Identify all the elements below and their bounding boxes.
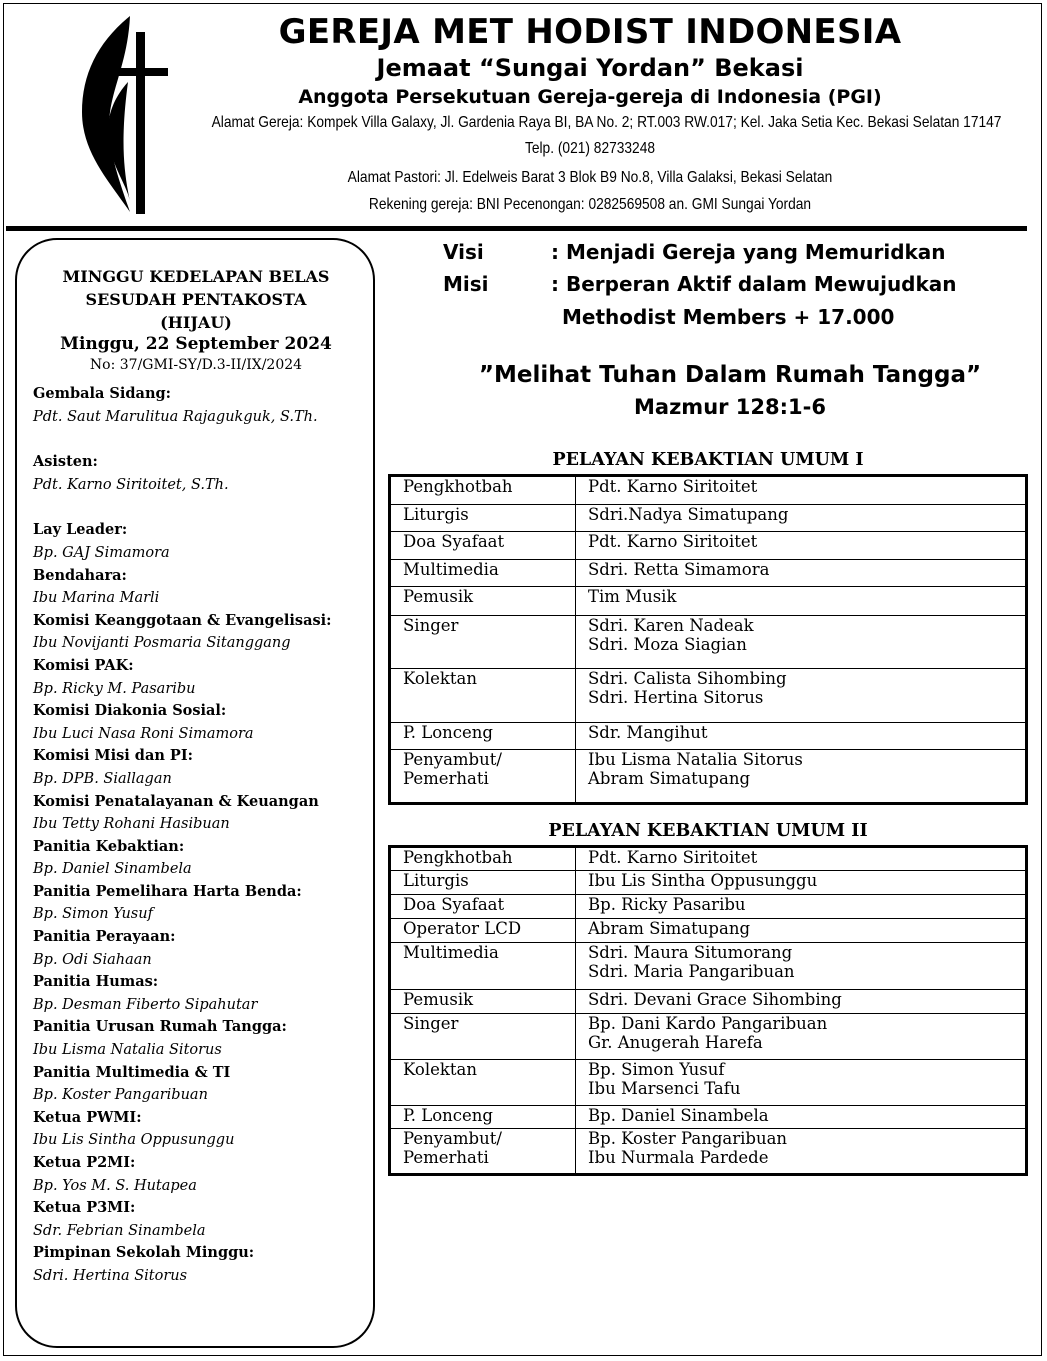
scripture-reference: Mazmur 128:1-6 [634, 395, 826, 419]
service-assignee [576, 1014, 1027, 1060]
staff-name: Bp. Koster Pangaribuan [33, 1087, 208, 1104]
assignee-name: Bp. Ricky Pasaribu [588, 895, 746, 914]
staff-role: Asisten: [33, 453, 98, 471]
service-row [390, 943, 1027, 990]
service-row [390, 587, 1027, 616]
assignee-name: Sdri. Calista Sihombing [588, 669, 787, 688]
service-assignee [576, 990, 1027, 1014]
service-2-title: PELAYAN KEBAKTIAN UMUM II [548, 821, 868, 841]
role-text: Pemusik [403, 587, 474, 606]
staff-name: Bp. GAJ Simamora [33, 544, 170, 561]
service-assignee [576, 505, 1027, 532]
mission-label: Misi [443, 272, 489, 296]
assignee-name: Pdt. Karno Siritoitet [588, 477, 758, 496]
assignee-name: Sdri. Retta Simamora [588, 560, 770, 579]
service-assignee [576, 476, 1027, 505]
assignee-name: Sdri. Maura Situmorang [588, 943, 793, 962]
service-assignee [576, 1060, 1027, 1106]
assignee-name: Sdri.Nadya Simatupang [588, 505, 789, 524]
service-row [390, 1014, 1027, 1060]
role-text: Pengkhotbah [403, 477, 513, 496]
assignee-name: Gr. Anugerah Harefa [588, 1033, 763, 1052]
role-text: Doa Syafaat [403, 532, 505, 551]
assignee-name: Sdri. Karen Nadeak [588, 616, 754, 635]
assignee-name: Ibu Nurmala Pardede [588, 1148, 769, 1167]
vision-label: Visi [443, 240, 484, 264]
bank-account: Rekening gereja: BNI Pecenongan: 0282569508 an. GMI Sungai Yordan [368, 196, 812, 213]
assignee-name: Bp. Koster Pangaribuan [588, 1129, 788, 1148]
membership-line: Anggota Persekutuan Gereja-gereja di Indonesia (PGI) [298, 86, 882, 108]
service-role [390, 587, 576, 616]
staff-role: Panitia Humas: [33, 973, 159, 991]
staff-name: Bp. Yos M. S. Hutapea [33, 1177, 197, 1194]
service-row [390, 919, 1027, 943]
document-number: No: 37/GMI-SY/D.3-II/IX/2024 [89, 357, 303, 373]
service-row [390, 532, 1027, 560]
service-role [390, 532, 576, 560]
assignee-name: Ibu Lisma Natalia Sitorus [588, 750, 803, 769]
service-row [390, 1106, 1027, 1129]
service-role [390, 990, 576, 1014]
service-role [390, 1129, 576, 1175]
assignee-name: Sdri. Hertina Sitorus [588, 688, 764, 707]
staff-role: Komisi PAK: [33, 656, 134, 674]
staff-name: Bp. Odi Siahaan [33, 951, 152, 968]
role-text: Pemerhati [403, 769, 489, 788]
role-text: Multimedia [403, 560, 499, 579]
assignee-name: Pdt. Karno Siritoitet [588, 532, 758, 551]
service-assignee [576, 895, 1027, 919]
service-row [390, 505, 1027, 532]
role-text: Liturgis [403, 505, 469, 524]
staff-role: Gembala Sidang: [33, 385, 171, 402]
assignee-name: Bp. Dani Kardo Pangaribuan [588, 1014, 828, 1033]
service-role [390, 476, 576, 505]
assignee-name: Sdri. Maria Pangaribuan [588, 962, 795, 981]
service-row [390, 476, 1027, 505]
service-row [390, 723, 1027, 750]
staff-name: Ibu Novijanti Posmaria Sitanggang [33, 635, 291, 652]
service-2-table [388, 845, 1028, 1176]
staff-role: Panitia Kebaktian: [33, 837, 185, 855]
staff-role: Ketua PWMI: [33, 1108, 142, 1126]
staff-role: Panitia Perayaan: [33, 928, 176, 946]
vision-text: : Menjadi Gereja yang Memuridkan [551, 240, 946, 264]
assignee-name: Bp. Daniel Sinambela [588, 1106, 769, 1125]
staff-role: Ketua P3MI: [33, 1199, 136, 1217]
role-text: Penyambut/ [403, 750, 502, 769]
service-row [390, 1129, 1027, 1175]
staff-role: Pimpinan Sekolah Minggu: [33, 1244, 255, 1262]
staff-group [33, 383, 373, 428]
role-text: Liturgis [403, 871, 469, 890]
service-role [390, 895, 576, 919]
role-text: Pemusik [403, 990, 474, 1009]
staff-name: Sdri. Hertina Sitorus [33, 1267, 188, 1284]
staff-role: Komisi Misi dan PI: [33, 747, 193, 765]
staff-name: Ibu Lis Sintha Oppusunggu [33, 1132, 235, 1149]
service-role [390, 560, 576, 587]
liturgical-week-title-1: MINGGU KEDELAPAN BELAS [62, 267, 330, 286]
service-role [390, 919, 576, 943]
role-text: P. Lonceng [403, 1106, 493, 1125]
staff-name: Bp. Simon Yusuf [33, 906, 153, 923]
assignee-name: Tim Musik [588, 587, 677, 606]
service-role [390, 616, 576, 669]
church-name: GEREJA MET HODIST INDONESIA [278, 12, 902, 52]
service-row [390, 616, 1027, 669]
assignee-name: Pdt. Karno Siritoitet [588, 848, 758, 867]
service-role [390, 669, 576, 723]
assignee-name: Ibu Lis Sintha Oppusunggu [588, 871, 818, 890]
staff-name: Ibu Luci Nasa Roni Simamora [33, 725, 254, 742]
assignee-name: Sdri. Devani Grace Sihombing [588, 990, 842, 1009]
service-assignee [576, 847, 1027, 871]
service-role [390, 847, 576, 871]
staff-name: Pdt. Saut Marulitua Rajagukguk, S.Th. [33, 408, 318, 425]
service-assignee [576, 587, 1027, 616]
liturgical-week-title-2: SESUDAH PENTAKOSTA [85, 290, 307, 309]
service-role [390, 750, 576, 804]
staff-name: Ibu Marina Marli [33, 590, 160, 607]
service-assignee [576, 560, 1027, 587]
staff-role: Panitia Pemelihara Harta Benda: [33, 882, 302, 900]
service-role [390, 505, 576, 532]
staff-role: Panitia Urusan Rumah Tangga: [33, 1018, 287, 1036]
role-text: Pengkhotbah [403, 848, 513, 867]
service-date: Minggu, 22 September 2024 [60, 334, 332, 354]
role-text: Pemerhati [403, 1148, 489, 1167]
role-text: Kolektan [403, 669, 477, 688]
staff-name: Sdr. Febrian Sinambela [33, 1222, 206, 1239]
service-row [390, 560, 1027, 587]
assignee-name: Sdr. Mangihut [588, 723, 708, 742]
role-text: Multimedia [403, 943, 499, 962]
service-row [390, 1060, 1027, 1106]
staff-name: Bp. Daniel Sinambela [33, 861, 192, 878]
role-text: Doa Syafaat [403, 895, 505, 914]
phone-number: Telp. (021) 82733248 [524, 140, 656, 157]
role-text: P. Lonceng [403, 723, 493, 742]
staff-role: Bendahara: [33, 566, 127, 584]
assignee-name: Sdri. Moza Siagian [588, 635, 747, 654]
staff-list [33, 383, 373, 1288]
role-text: Singer [403, 1014, 459, 1033]
service-assignee [576, 616, 1027, 669]
role-text: Operator LCD [403, 919, 522, 938]
service-assignee [576, 669, 1027, 723]
parsonage-address: Alamat Pastori: Jl. Edelweis Barat 3 Blok B9 No.8, Villa Galaksi, Bekasi Selatan [347, 169, 833, 186]
staff-name: Bp. DPB. Siallagan [33, 770, 172, 787]
congregation-name: Jemaat “Sungai Yordan” Bekasi [376, 54, 804, 82]
service-assignee [576, 871, 1027, 895]
staff-name: Ibu Lisma Natalia Sitorus [33, 1042, 222, 1059]
role-text: Kolektan [403, 1060, 477, 1079]
service-assignee [576, 532, 1027, 560]
role-text: Singer [403, 616, 459, 635]
service-role [390, 1014, 576, 1060]
service-role [390, 871, 576, 895]
assignee-name: Abram Simatupang [588, 769, 751, 788]
staff-name: Pdt. Karno Siritoitet, S.Th. [33, 476, 229, 493]
staff-group [33, 451, 373, 496]
staff-name: Bp. Desman Fiberto Sipahutar [33, 996, 258, 1013]
staff-group [33, 519, 373, 1287]
liturgical-color: (HIJAU) [160, 313, 232, 332]
service-role [390, 723, 576, 750]
service-assignee [576, 943, 1027, 990]
mission-text: : Berperan Aktif dalam Mewujudkan [551, 272, 957, 296]
staff-role: Komisi Keanggotaan & Evangelisasi: [33, 611, 332, 629]
service-assignee [576, 723, 1027, 750]
service-assignee [576, 750, 1027, 804]
service-assignee [576, 1129, 1027, 1175]
service-role [390, 1106, 576, 1129]
service-row [390, 871, 1027, 895]
service-assignee [576, 1106, 1027, 1129]
service-1-title: PELAYAN KEBAKTIAN UMUM I [552, 450, 864, 470]
service-row [390, 895, 1027, 919]
role-text: Penyambut/ [403, 1129, 502, 1148]
sermon-theme: ”Melihat Tuhan Dalam Rumah Tangga” [478, 362, 982, 388]
service-row [390, 990, 1027, 1014]
staff-role: Komisi Diakonia Sosial: [33, 702, 227, 720]
service-row [390, 847, 1027, 871]
service-row [390, 669, 1027, 723]
header-divider [6, 226, 1027, 231]
service-role [390, 1060, 576, 1106]
service-1-table [388, 474, 1028, 805]
staff-role: Panitia Multimedia & TI [33, 1063, 231, 1081]
staff-role: Komisi Penatalayanan & Keuangan [33, 792, 319, 810]
assignee-name: Bp. Simon Yusuf [588, 1060, 725, 1079]
assignee-name: Abram Simatupang [588, 919, 751, 938]
assignee-name: Ibu Marsenci Tafu [588, 1079, 741, 1098]
service-assignee [576, 919, 1027, 943]
staff-name: Bp. Ricky M. Pasaribu [33, 680, 196, 697]
staff-name: Ibu Tetty Rohani Hasibuan [33, 816, 230, 833]
staff-role: Lay Leader: [33, 521, 128, 539]
church-address: Alamat Gereja: Kompek Villa Galaxy, Jl. Gardenia Raya BI, BA No. 2; RT.003 RW.017; Kel. Jaka Setia Kec. Bekasi Selatan 17147 [211, 114, 1002, 131]
service-role [390, 943, 576, 990]
service-row [390, 750, 1027, 804]
mission-text-2: Methodist Members + 17.000 [562, 305, 895, 329]
staff-role: Ketua P2MI: [33, 1154, 136, 1171]
